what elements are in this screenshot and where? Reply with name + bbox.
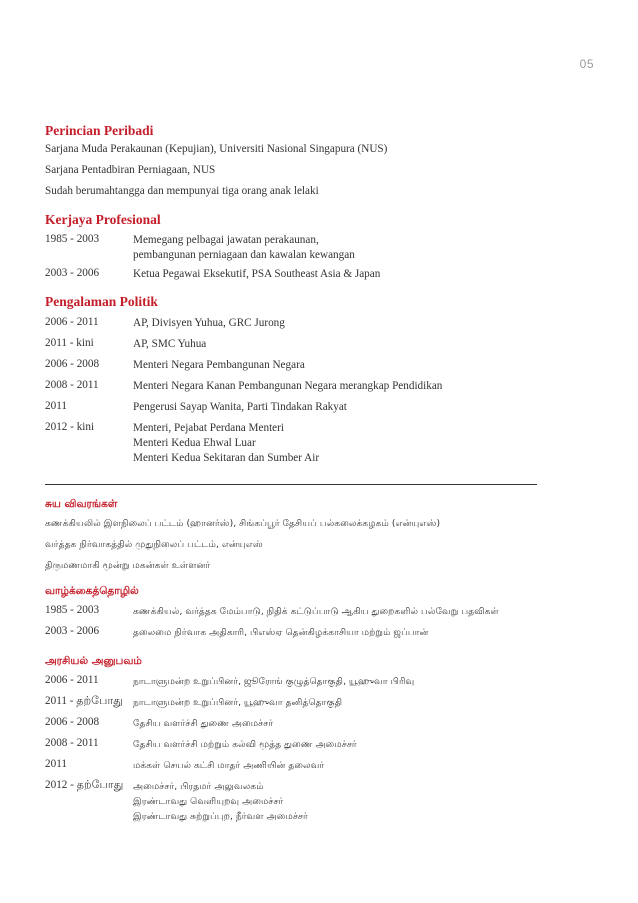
year-range: 2006 - 2011 <box>45 316 99 328</box>
role-line: AP, SMC Yuhua <box>133 338 207 350</box>
role-description <box>133 233 355 263</box>
role-description <box>133 758 324 773</box>
year-range: 2011 <box>45 758 67 770</box>
role-description <box>133 400 347 415</box>
role-line: AP, Divisyen Yuhua, GRC Jurong <box>133 317 285 329</box>
role-line: Pengerusi Sayap Wanita, Parti Tindakan Rakyat <box>133 401 347 413</box>
role-description <box>133 358 305 373</box>
role-line: Memegang pelbagai jawatan perakaunan, <box>133 234 319 246</box>
personal-line: Sarjana Pentadbiran Perniagaan, NUS <box>45 164 216 176</box>
year-range: 2008 - 2011 <box>45 737 99 749</box>
year-range: 2011 - தற்போது <box>45 695 123 707</box>
role-line: Menteri, Pejabat Perdana Menteri <box>133 422 284 434</box>
role-description <box>133 337 206 352</box>
role-line: கணக்கியல், வர்த்தக மேம்பாடு, நிதிக் கட்டுப்பாடு ஆகிய துறைகளில் பல்வேறு பதவிகள் <box>133 606 499 617</box>
role-line: தலைமை நிர்வாக அதிகாரி, பிஎஸ்ஏ தென்கிழக்காசியா மற்றும் ஜப்பான் <box>133 627 429 638</box>
role-line: தேசிய வளர்ச்சி மற்றும் கல்வி மூத்த துணை அமைச்சர் <box>133 739 357 750</box>
role-description <box>133 674 414 689</box>
year-range: 1985 - 2003 <box>45 233 100 245</box>
role-description <box>133 379 442 394</box>
role-line: நாடாளுமன்ற உறுப்பினர், ஜூரோங் குழுத்தொகுதி, யூஹுவா பிரிவு <box>133 676 415 687</box>
personal-line: Sarjana Muda Perakaunan (Kepujian), Universiti Nasional Singapura (NUS) <box>45 143 388 155</box>
role-description <box>133 316 285 331</box>
year-range: 1985 - 2003 <box>45 604 100 616</box>
role-line: Menteri Kedua Ehwal Luar <box>133 437 256 449</box>
year-range: 2011 <box>45 400 67 412</box>
role-line: Menteri Kedua Sekitaran dan Sumber Air <box>133 452 320 464</box>
role-line: இரண்டாவது சுற்றுப்புற, நீர்வள அமைச்சர் <box>133 811 308 822</box>
section-divider <box>45 484 537 485</box>
personal-line: Sudah berumahtangga dan mempunyai tiga orang anak lelaki <box>45 185 319 197</box>
page-number: 05 <box>579 57 594 71</box>
role-description <box>133 267 380 282</box>
year-range: 2012 - kini <box>45 421 95 433</box>
role-description <box>133 779 308 824</box>
role-description <box>133 604 499 619</box>
role-line: அமைச்சர், பிரதமர் அலுவலகம் <box>133 781 264 792</box>
year-range: 2006 - 2008 <box>45 716 100 728</box>
role-line: தேசிய வளர்ச்சி துணை அமைச்சர் <box>133 718 274 729</box>
section-title-political-ms: Pengalaman Politik <box>45 294 158 309</box>
section-title-career-ta: வாழ்க்கைத்தொழில் <box>45 585 139 597</box>
role-description <box>133 421 319 466</box>
section-title-political-ta: அரசியல் அனுபவம் <box>45 655 142 667</box>
section-title-personal-ta: சுய விவரங்கள் <box>45 498 118 510</box>
personal-line: வர்த்தக நிர்வாகத்தில் முதுநிலைப் பட்டம், என்யுஎஸ் <box>45 539 263 550</box>
year-range: 2003 - 2006 <box>45 625 100 637</box>
role-line: pembangunan perniagaan dan kawalan kewangan <box>133 249 355 261</box>
role-description <box>133 716 273 731</box>
role-line: Menteri Negara Pembangunan Negara <box>133 359 305 371</box>
role-line: மக்கள் செயல் கட்சி மாதர் அணியின் தலைவர் <box>133 760 325 771</box>
year-range: 2008 - 2011 <box>45 379 99 391</box>
year-range: 2006 - 2011 <box>45 674 99 686</box>
role-line: Menteri Negara Kanan Pembangunan Negara merangkap Pendidikan <box>133 380 443 392</box>
role-line: Ketua Pegawai Eksekutif, PSA Southeast Asia & Japan <box>133 268 381 280</box>
role-description <box>133 737 357 752</box>
role-description <box>133 625 428 640</box>
year-range: 2012 - தற்போது <box>45 779 124 791</box>
year-range: 2006 - 2008 <box>45 358 100 370</box>
role-description <box>133 695 342 710</box>
section-title-personal-ms: Perincian Peribadi <box>45 123 154 138</box>
year-range: 2011 - kini <box>45 337 94 349</box>
role-line: இரண்டாவது வெளியுறவு அமைச்சர் <box>133 796 284 807</box>
role-line: நாடாளுமன்ற உறுப்பினர், யூஹுவா தனித்தொகுதி <box>133 697 343 708</box>
section-title-career-ms: Kerjaya Profesional <box>45 212 161 227</box>
personal-line: கணக்கியலில் இளநிலைப் பட்டம் (ஹானர்ஸ்), சிங்கப்பூர் தேசியப் பல்கலைக்கழகம் (என்யுஎஸ்) <box>45 518 441 529</box>
personal-line: திருமணமாகி மூன்று மகன்கள் உள்ளனர் <box>45 560 211 571</box>
year-range: 2003 - 2006 <box>45 267 100 279</box>
